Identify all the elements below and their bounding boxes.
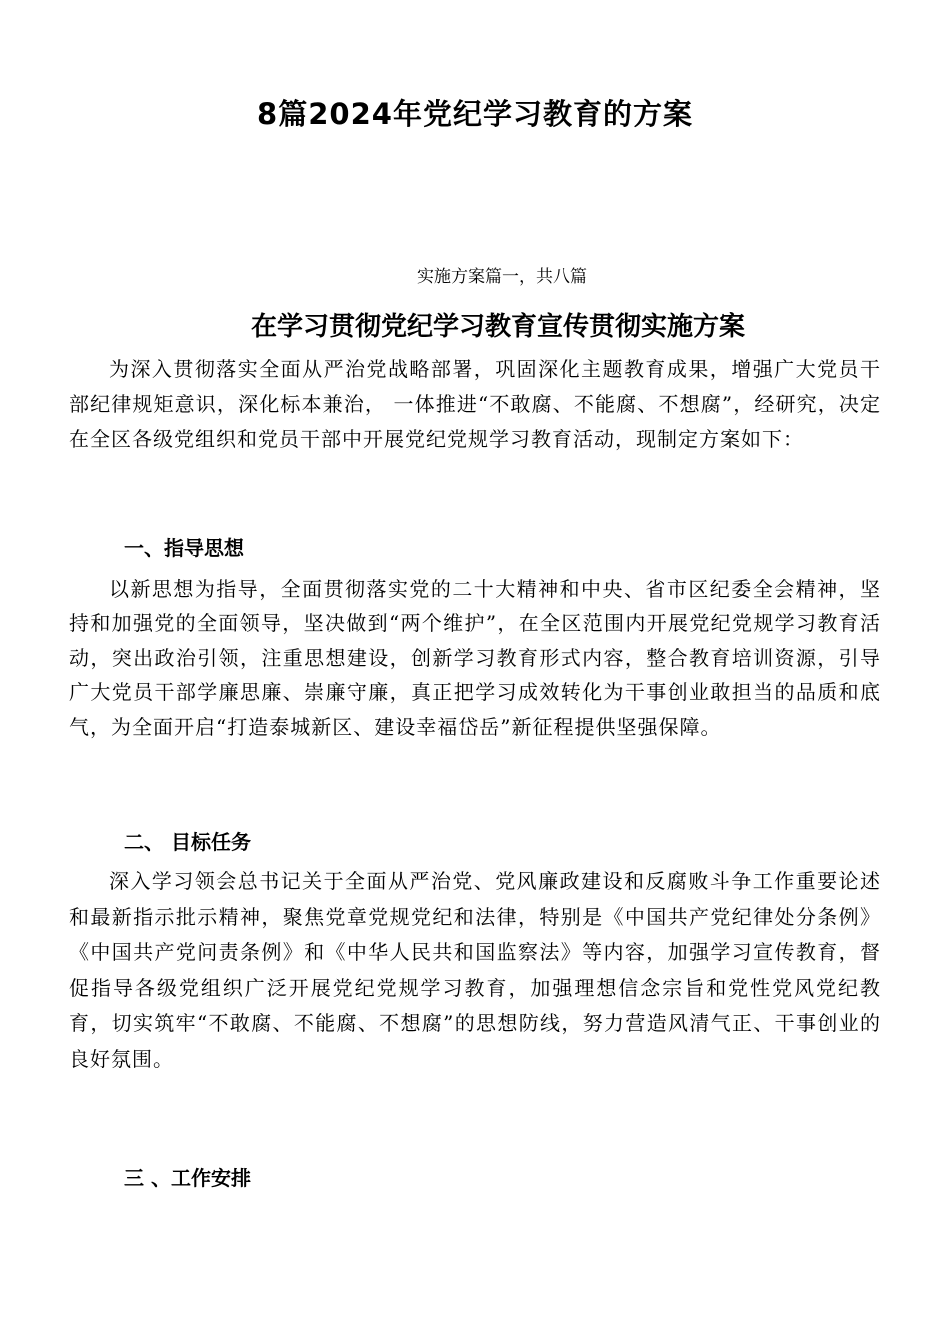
section-title: 在学习贯彻党纪学习教育宣传贯彻实施方案 [250,312,745,342]
document-subtitle: 实施方案篇一，共八篇 [417,267,587,287]
heading-work-arrangement: 三 、工作安排 [124,1166,251,1190]
paragraph-goals-tasks: 深入学习领会总书记关于全面从严治党、党风廉政建设和反腐败斗争工作重要论述和最新指示批示精神，聚焦党章党规党纪和法律，特别是《中国共产党纪律处分条例》 《中国共产党问责条例》和《中华人民共和国监察法》等内容，加强学习宣传教育，督促指导各级党组织广泛开展党纪党规学习教育，加强理想信念宗旨和党性党风党纪教育，切实筑牢“不敢腐、不能腐、不想腐”的思想防线，努力营造风清气正、干事创业的良好氛围。 [69,869,881,1071]
document-title: 8篇2024年党纪学习教育的方案 [257,97,693,131]
intro-paragraph: 为深入贯彻落实全面从严治党战略部署，巩固深化主题教育成果，增强广大党员干部纪律规矩意识，深化标本兼治， 一体推进“不敢腐、不能腐、不想腐”，经研究，决定在全区各级党组织和党员干部中开展党纪党规学习教育活动，现制定方案如下： [69,357,881,451]
heading-goals-tasks: 二、 目标任务 [124,830,251,854]
paragraph-guiding-ideology: 以新思想为指导，全面贯彻落实党的二十大精神和中央、省市区纪委全会精神，坚持和加强党的全面领导，坚决做到“两个维护”，在全区范围内开展党纪党规学习教育活动，突出政治引领，注重思想建设，创新学习教育形式内容，整合教育培训资源，引导广大党员干部学廉思廉、崇廉守廉，真正把学习成效转化为干事创业敢担当的品质和底气，为全面开启“打造泰城新区、建设幸福岱岳”新征程提供坚强保障。 [69,577,881,739]
heading-guiding-ideology: 一、指导思想 [124,536,244,560]
